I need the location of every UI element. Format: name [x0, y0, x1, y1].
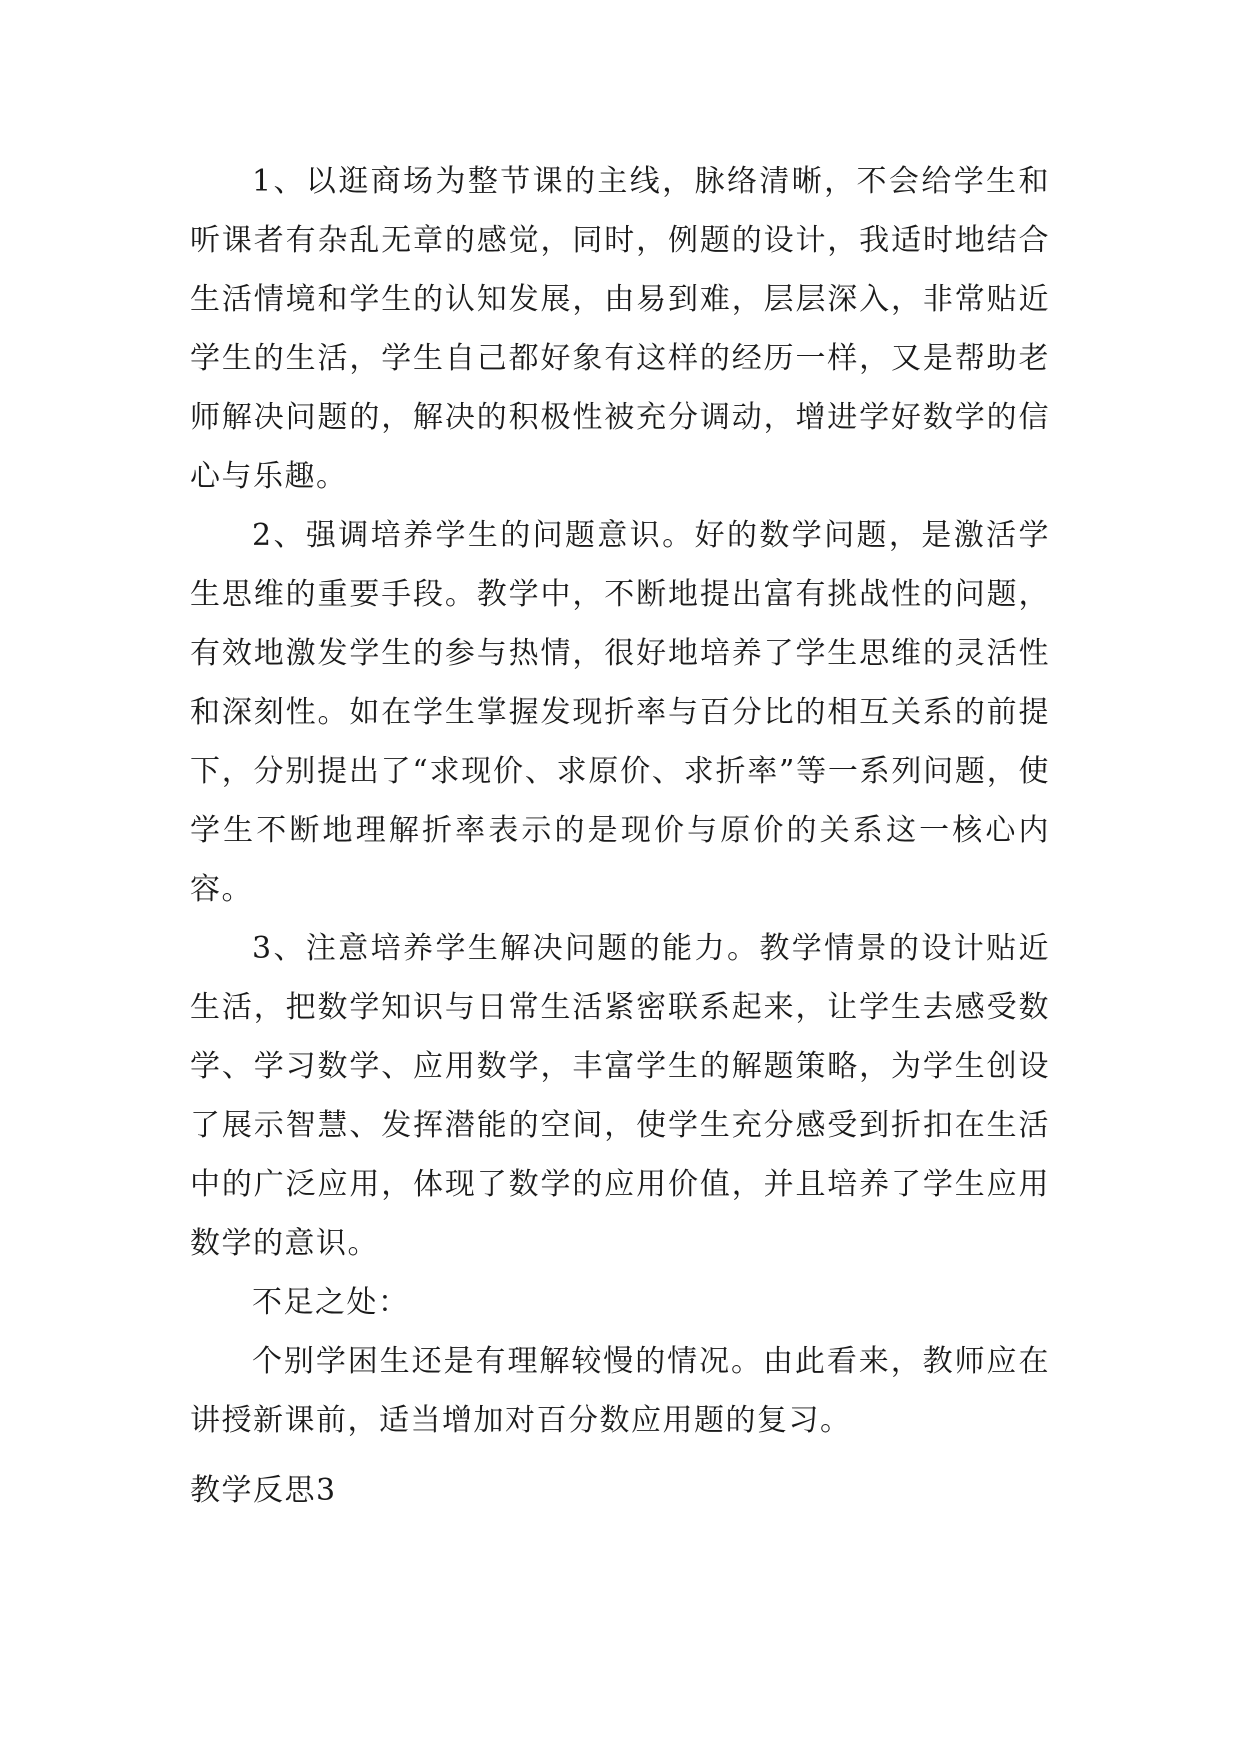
- section-heading: 教学反思3: [190, 1473, 337, 1508]
- document-body: [190, 152, 1050, 1450]
- paragraph-point-1: 1、以逛商场为整节课的主线，脉络清晰，不会给学生和听课者有杂乱无章的感觉，同时，例题的设计，我适时地结合生活情境和学生的认知发展，由易到难，层层深入，非常贴近学生的生活，学生自己都好象有这样的经历一样，又是帮助老师解决问题的，解决的积极性被充分调动，增进学好数学的信心与乐趣。: [190, 164, 1050, 494]
- paragraph-shortcomings-label: 不足之处：: [252, 1285, 410, 1320]
- paragraph-point-2: 2、强调培养学生的问题意识。好的数学问题，是激活学生思维的重要手段。教学中，不断地提出富有挑战性的问题，有效地激发学生的参与热情，很好地培养了学生思维的灵活性和深刻性。如在学生掌握发现折率与百分比的相互关系的前提下，分别提出了“求现价、求原价、求折率”等一系列问题，使学生不断地理解折率表示的是现价与原价的关系这一核心内容。: [190, 518, 1050, 907]
- paragraph-point-3: 3、注意培养学生解决问题的能力。教学情景的设计贴近生活，把数学知识与日常生活紧密联系起来，让学生去感受数学、学习数学、应用数学，丰富学生的解题策略，为学生创设了展示智慧、发挥潜能的空间，使学生充分感受到折扣在生活中的广泛应用，体现了数学的应用价值，并且培养了学生应用数学的意识。: [190, 931, 1050, 1261]
- paragraph-shortcomings: 个别学困生还是有理解较慢的情况。由此看来，教师应在讲授新课前，适当增加对百分数应用题的复习。: [190, 1344, 1050, 1438]
